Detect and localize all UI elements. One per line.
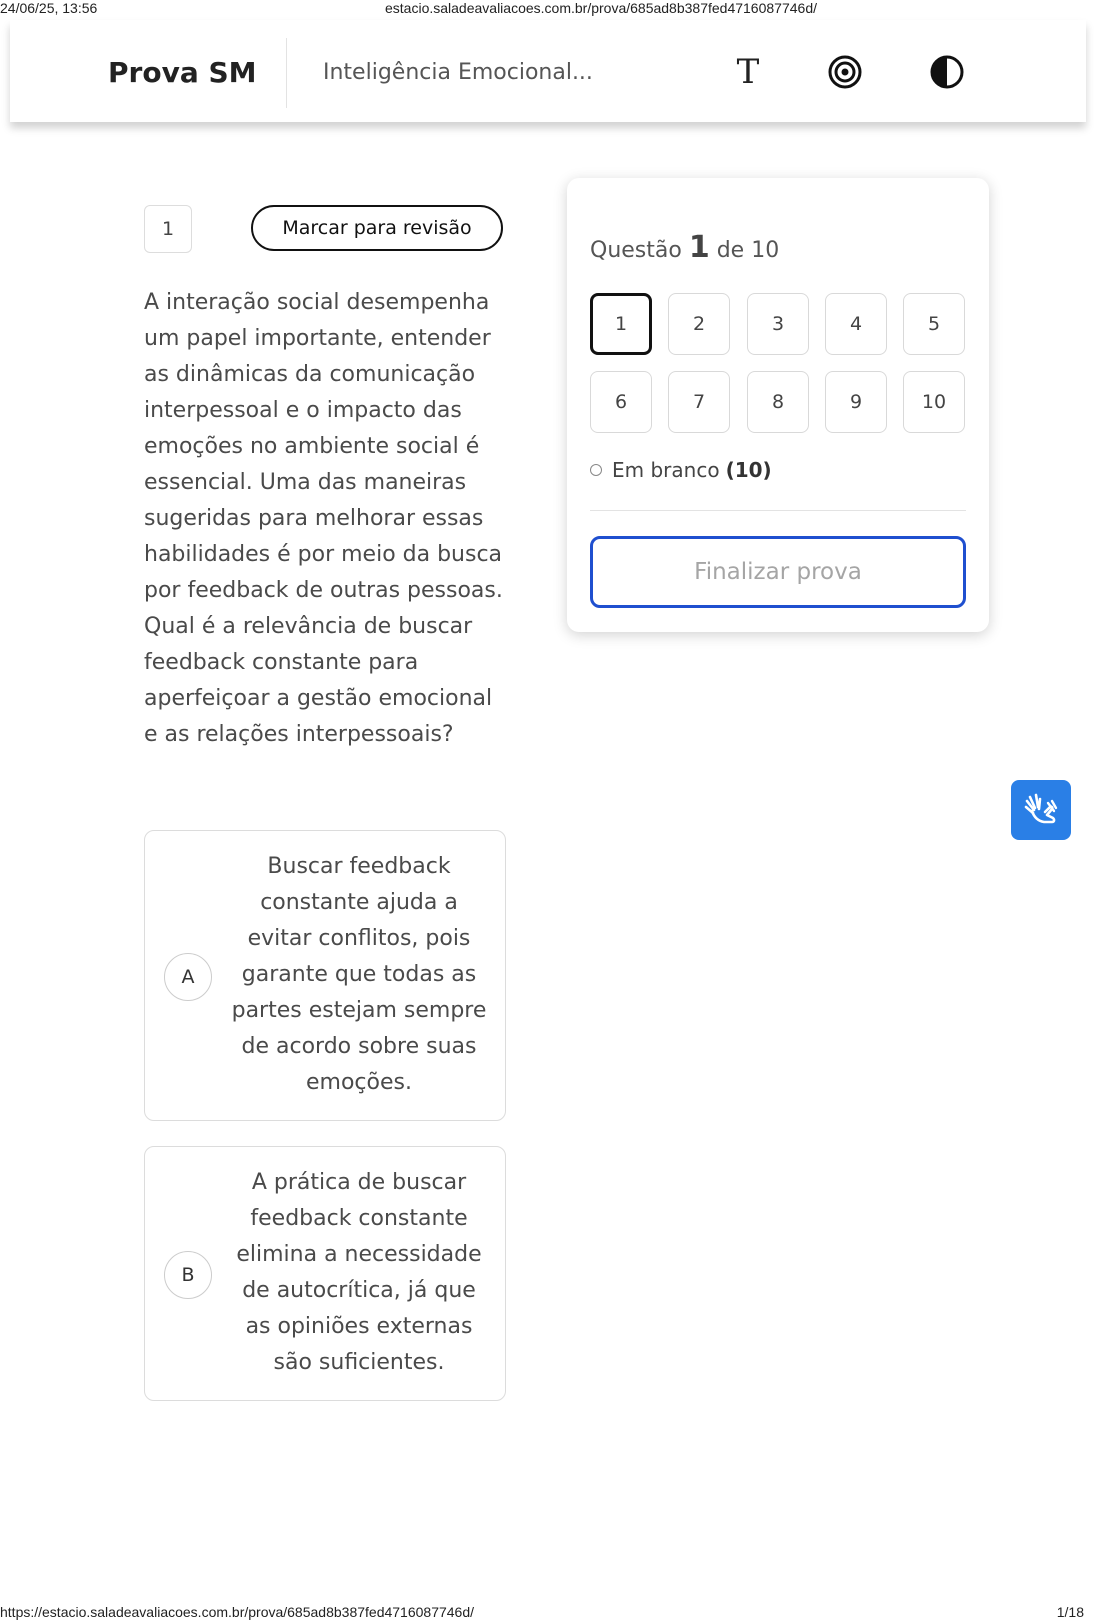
option-letter: B bbox=[164, 1251, 212, 1299]
current-question: 1 bbox=[688, 230, 710, 265]
print-datetime: 24/06/25, 13:56 bbox=[0, 0, 98, 16]
question-button-10[interactable]: 10 bbox=[903, 371, 965, 433]
target-icon[interactable] bbox=[825, 52, 865, 92]
navigator-title bbox=[590, 230, 779, 265]
print-host-path: estacio.saladeavaliacoes.com.br/prova/685ad8b387fed4716087746d/ bbox=[385, 0, 817, 16]
print-page: 1/18 bbox=[1056, 1604, 1084, 1620]
question-button-1[interactable]: 1 bbox=[590, 293, 652, 355]
finish-exam-button[interactable]: Finalizar prova bbox=[590, 536, 966, 608]
title-prefix: Questão bbox=[590, 238, 682, 263]
question-button-7[interactable]: 7 bbox=[668, 371, 730, 433]
question-button-6[interactable]: 6 bbox=[590, 371, 652, 433]
question-button-2[interactable]: 2 bbox=[668, 293, 730, 355]
question-navigator bbox=[567, 178, 989, 632]
option-b[interactable] bbox=[144, 1146, 506, 1401]
print-url: https://estacio.saladeavaliacoes.com.br/prova/685ad8b387fed4716087746d/ bbox=[0, 1604, 475, 1620]
question-button-4[interactable]: 4 bbox=[825, 293, 887, 355]
circle-icon bbox=[590, 464, 602, 476]
question-number: 1 bbox=[144, 205, 192, 253]
blank-count: (10) bbox=[725, 458, 772, 482]
mark-review-button[interactable]: Marcar para revisão bbox=[251, 205, 503, 251]
option-text: Buscar feedback constante ajuda a evitar conflitos, pois garante que todas as partes estejam sempre de acordo sobre suas emoções. bbox=[231, 854, 487, 1095]
question-text: A interação social desempenha um papel importante, entender as dinâmicas da comunicação interpessoal e o impacto das emoções no ambiente social é essencial. Uma das maneiras sugeridas para melhorar essas habilidades é por meio da busca por feedback de outras pessoas. Qual é a relevância de buscar feedback constante para aperfeiçoar a gestão emocional e as relações interpessoais? bbox=[144, 290, 503, 747]
print-header bbox=[0, 0, 1094, 18]
question-button-5[interactable]: 5 bbox=[903, 293, 965, 355]
top-header bbox=[10, 20, 1086, 122]
option-text: A prática de buscar feedback constante elimina a necessidade de autocrítica, já que as opiniões externas são suficientes. bbox=[236, 1170, 482, 1375]
title-suffix: de 10 bbox=[716, 238, 780, 263]
print-footer bbox=[0, 1604, 1094, 1622]
question-button-8[interactable]: 8 bbox=[747, 371, 809, 433]
sign-language-icon bbox=[1022, 791, 1060, 829]
text-size-icon[interactable]: T bbox=[736, 52, 760, 92]
question-button-9[interactable]: 9 bbox=[825, 371, 887, 433]
option-letter: A bbox=[164, 953, 212, 1001]
header-divider bbox=[286, 38, 287, 108]
question-button-3[interactable]: 3 bbox=[747, 293, 809, 355]
brand-logo: Prova SM bbox=[108, 56, 257, 89]
sign-language-button[interactable] bbox=[1011, 780, 1071, 840]
blank-label: Em branco bbox=[612, 458, 720, 482]
contrast-icon[interactable] bbox=[927, 52, 967, 92]
exam-title: Inteligência Emocional... bbox=[323, 60, 593, 85]
navigator-divider bbox=[590, 510, 966, 511]
option-a[interactable] bbox=[144, 830, 506, 1121]
blank-status bbox=[590, 458, 772, 482]
